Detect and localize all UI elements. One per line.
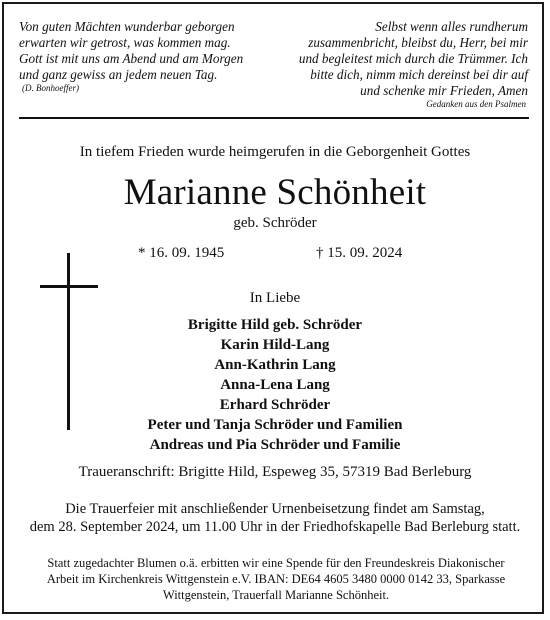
quote-right-line: Selbst wenn alles rundherum bbox=[375, 19, 528, 34]
donation-notice bbox=[24, 555, 528, 603]
quote-psalms bbox=[262, 19, 528, 110]
deceased-name: Marianne Schönheit bbox=[123, 172, 427, 213]
donation-line: Statt zugedachter Blumen o.ä. erbitten wir eine Spende für den Freundeskreis Diakonischer bbox=[47, 556, 505, 570]
list-item: Peter und Tanja Schröder und Familien bbox=[147, 417, 403, 433]
birth-name: geb. Schröder bbox=[233, 215, 317, 231]
quote-right-source: Gedanken aus den Psalmen bbox=[426, 99, 526, 109]
donation-line: Arbeit im Kirchenkreis Wittgenstein e.V. IBAN: DE64 4605 3480 0000 0142 33, Sparkasse bbox=[46, 572, 506, 586]
quote-left-line: erwarten wir getrost, was kommen mag. bbox=[19, 35, 231, 50]
list-item: Erhard Schröder bbox=[219, 397, 331, 413]
in-love-label: In Liebe bbox=[249, 290, 301, 306]
quote-left-line: und ganz gewiss an jedem neuen Tag. bbox=[19, 67, 218, 82]
donation-line: Wittgenstein, Trauerfall Marianne Schönheit. bbox=[162, 588, 390, 602]
divider-rule bbox=[19, 117, 529, 119]
ceremony-notice bbox=[0, 500, 550, 536]
list-item: Anna-Lena Lang bbox=[220, 377, 330, 393]
cross-icon-horizontal bbox=[40, 285, 98, 288]
quote-right-line: bitte dich, nimm mich dereinst bei dir auf bbox=[310, 67, 528, 82]
intro-text: In tiefem Frieden wurde heimgerufen in die Geborgenheit Gottes bbox=[79, 144, 471, 160]
death-date: † 15. 09. 2024 bbox=[316, 245, 403, 261]
birth-date: * 16. 09. 1945 bbox=[138, 245, 225, 261]
mourners-list bbox=[0, 315, 550, 455]
list-item: Karin Hild-Lang bbox=[220, 337, 330, 353]
quote-bonhoeffer bbox=[19, 19, 289, 94]
quote-right-line: zusammenbricht, bleibst du, Herr, bei mir bbox=[308, 35, 528, 50]
ceremony-line: Die Trauerfeier mit anschließender Urnenbeisetzung findet am Samstag, bbox=[65, 501, 485, 517]
quote-right-line: und begleitest mich durch die Trümmer. Ich bbox=[298, 51, 528, 66]
list-item: Brigitte Hild geb. Schröder bbox=[187, 317, 363, 333]
quote-left-line: Gott ist mit uns am Abend und am Morgen bbox=[19, 51, 244, 66]
ceremony-line: dem 28. September 2024, um 11.00 Uhr in der Friedhofskapelle Bad Berleburg statt. bbox=[29, 519, 521, 535]
mourning-address: Traueranschrift: Brigitte Hild, Espeweg 35, 57319 Bad Berleburg bbox=[78, 464, 472, 480]
quote-left-source: (D. Bonhoeffer) bbox=[22, 83, 79, 93]
quote-right-line: und schenke mir Frieden, Amen bbox=[360, 83, 528, 98]
quote-left-line: Von guten Mächten wunderbar geborgen bbox=[19, 19, 235, 34]
list-item: Ann-Kathrin Lang bbox=[214, 357, 336, 373]
list-item: Andreas und Pia Schröder und Familie bbox=[149, 437, 401, 453]
